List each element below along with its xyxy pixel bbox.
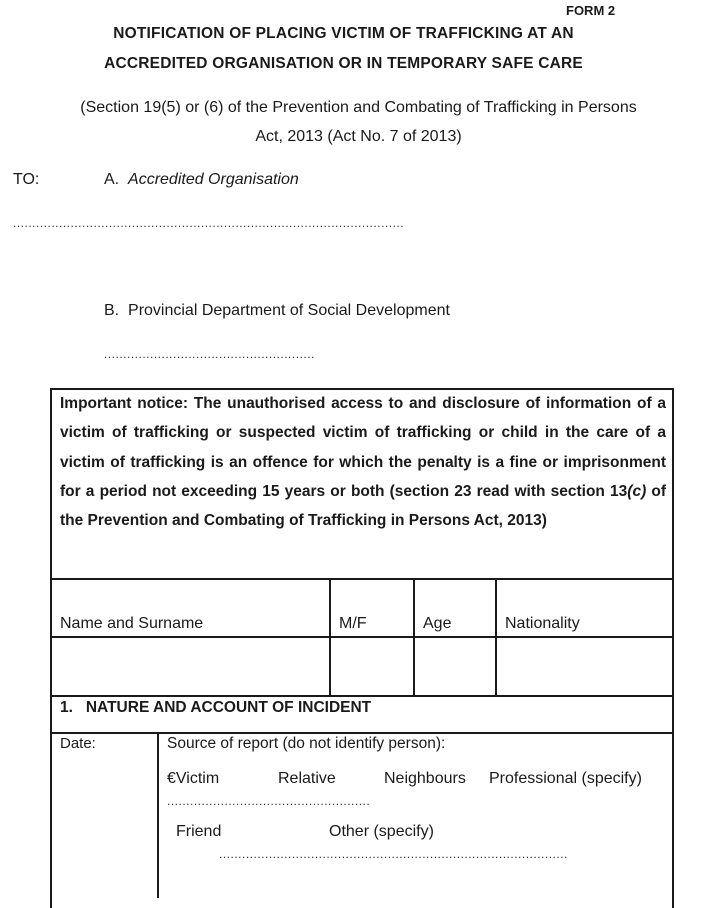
cell-age[interactable]: [415, 638, 495, 695]
professional-fill-line[interactable]: .....................................................: [167, 794, 371, 808]
to-label: TO:: [13, 171, 40, 188]
notice-text: Important notice: The unauthorised access to and disclosure of information of a victim of trafficking or suspected victim of trafficking or child in the care of a victim of trafficking is an offence for which the penalty is a fine or imprisonment for a period not exceeding 15 years or both (section 23 read with section 13: [60, 395, 666, 500]
form-number: FORM 2: [566, 3, 616, 18]
date-column-divider: [157, 732, 159, 898]
cell-nationality[interactable]: [497, 638, 672, 695]
other-fill-line[interactable]: ...........................................................................................: [219, 847, 568, 861]
divider-data-row: [50, 695, 674, 697]
cell-name-surname[interactable]: [52, 638, 329, 695]
header-age: Age: [423, 615, 452, 632]
form-title-line-1: NOTIFICATION OF PLACING VICTIM OF TRAFFICKING AT AN: [113, 25, 574, 42]
euro-icon: €: [167, 770, 176, 787]
recipient-b-fill-line[interactable]: .......................................................: [104, 347, 315, 361]
option-neighbours[interactable]: Neighbours: [384, 770, 466, 787]
section-1-heading: 1. NATURE AND ACCOUNT OF INCIDENT: [60, 699, 372, 716]
date-label: Date:: [60, 735, 96, 752]
form-title-line-2: ACCREDITED ORGANISATION OR IN TEMPORARY SAFE CARE: [104, 55, 583, 72]
option-friend[interactable]: Friend: [176, 823, 222, 840]
recipient-a: [104, 171, 299, 189]
subtitle-line-2: Act, 2013 (Act No. 7 of 2013): [255, 128, 462, 145]
recipient-a-prefix: A.: [104, 171, 120, 188]
cell-gender[interactable]: [331, 638, 413, 695]
option-relative[interactable]: Relative: [278, 770, 336, 787]
recipient-b-prefix: B.: [104, 302, 120, 319]
option-professional[interactable]: Professional (specify): [489, 770, 642, 787]
divider-section-heading: [50, 732, 674, 734]
important-notice: [60, 389, 666, 535]
header-gender: M/F: [339, 615, 367, 632]
subtitle-line-1: (Section 19(5) or (6) of the Prevention and Combating of Trafficking in Persons: [80, 99, 637, 116]
header-nationality: Nationality: [505, 615, 580, 632]
divider-notice: [50, 578, 674, 580]
option-victim-label: Victim: [175, 770, 220, 787]
option-other[interactable]: Other (specify): [329, 823, 434, 840]
notice-italic: (c): [627, 482, 647, 500]
recipient-a-text: Accredited Organisation: [128, 171, 299, 188]
recipient-b: [104, 302, 450, 320]
notice-text-end: of the Prevention and Combating of Trafficking in Persons Act, 2013): [60, 482, 667, 530]
option-victim[interactable]: [167, 770, 219, 788]
header-name-surname: Name and Surname: [60, 615, 204, 632]
source-label: Source of report (do not identify person):: [167, 735, 446, 752]
recipient-a-fill-line[interactable]: ......................................................................................................: [13, 216, 405, 230]
recipient-b-text: Provincial Department of Social Development: [128, 302, 450, 319]
